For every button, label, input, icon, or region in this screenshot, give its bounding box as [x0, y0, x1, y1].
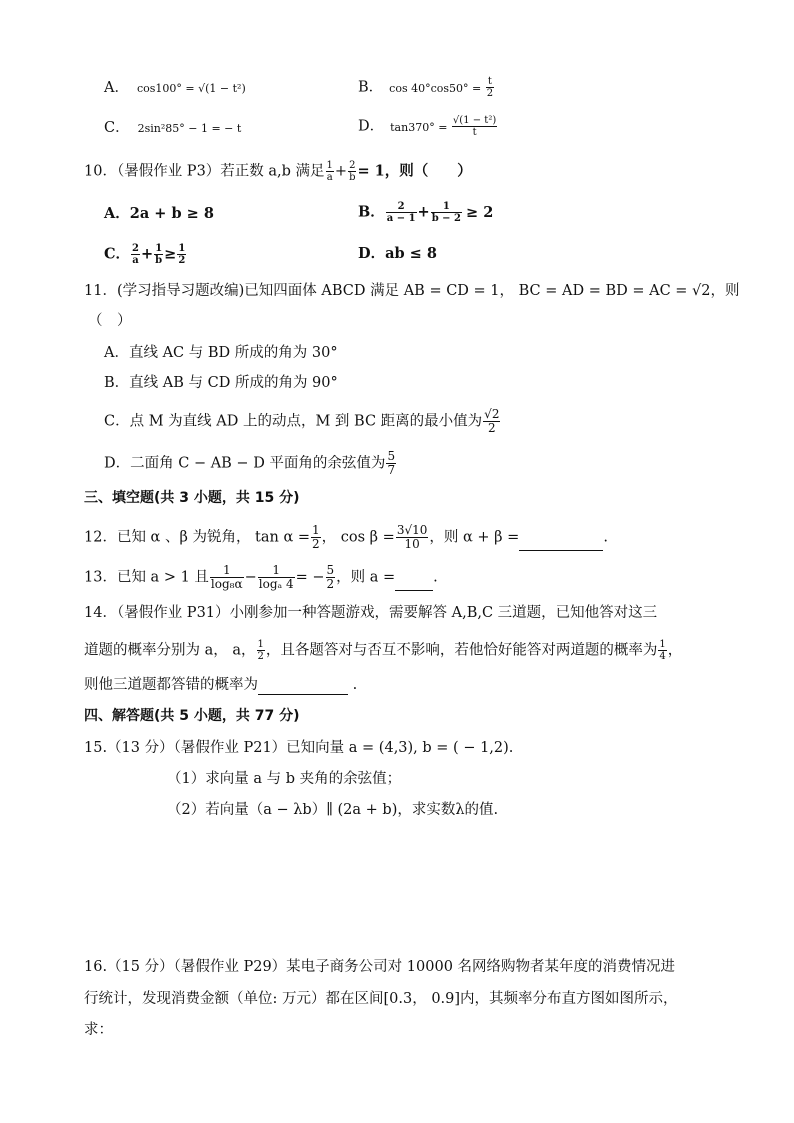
- q10-option-b: B． $\frac{2}{a - 1}$ + $\frac{1}{b - 2}$ ≥ 2: [358, 201, 494, 224]
- q16-line2: 行统计，发现消费金额（单位: 万元）都在区间[0.3， 0.9]内，其频率分布直方图如图所示，: [84, 991, 678, 1007]
- q10-stem: 10．（暑假作业 P3）若正数 a,b 满足 $\frac{1}{a}$ + $\frac{2}{b}$ = 1，则（ ）: [84, 160, 472, 183]
- q9-option-a-expr: cos100° = √(1 − t²): [136, 82, 246, 95]
- q14-line2: 道题的概率分别为 a， a， $\frac{1}{2}$ ，且各题答对与否互不影响，若他恰好能答对两道题的概率为 $\frac{1}{4}$ ，: [84, 639, 683, 662]
- q14-answer-blank: [258, 680, 348, 695]
- q13-answer-blank: [395, 576, 433, 591]
- q12-answer-blank: [519, 536, 603, 551]
- q9-option-a: A． cos100° = √(1 − t²): [104, 80, 246, 96]
- q13: 13．已知 a > 1 且 $\frac{1}{\text{log₈α}}$ − $\frac{1}{\text{logₐ 4}}$ = − $\frac{5}{2}$ ，则 a = .: [84, 563, 438, 591]
- q10-option-a: A．2a + b ≥ 8: [104, 205, 214, 222]
- section-4-heading: 四、解答题(共 5 小题，共 77 分): [84, 708, 300, 724]
- q9-d-fraction: $\frac{\text{√(1 − t²)}}{t}$: [452, 115, 497, 138]
- section-3-heading: 三、填空题(共 3 小题，共 15 分): [84, 490, 300, 506]
- q15-part2: （2）若向量（a − λb）∥ (2a + b)，求实数λ的值.: [167, 802, 499, 818]
- q11-option-c: C．点 M 为直线 AD 上的动点，M 到 BC 距离的最小值为 $\frac{√2}{2}$: [104, 407, 500, 435]
- q11-stem: 11．(学习指导习题改编)已知四面体 ABCD 满足 AB = CD = 1， BC = AD = BD = AC = √2，则: [84, 283, 740, 299]
- q9-option-b: B． cos 40°cos50° = $\frac{t}{2}$: [358, 76, 494, 99]
- q9-option-c: C． 2sin²85° − 1 = − t: [104, 120, 242, 136]
- q15-part1: （1）求向量 a 与 b 夹角的余弦值；: [167, 771, 402, 787]
- q16-line3: 求：: [84, 1022, 113, 1038]
- q11-paren: （ ）: [88, 313, 132, 329]
- q12: 12．已知 α 、β 为锐角， tan α = $\frac{1}{2}$ ， cos β = $\frac{3√10}{10}$ ，则 α + β = .: [84, 523, 608, 551]
- q11-option-d: D．二面角 C − AB − D 平面角的余弦值为 $\frac{5}{7}$: [104, 449, 396, 477]
- q9-option-d: D． tan370° = $\frac{\text{√(1 − t²)}}{t}$: [358, 115, 497, 138]
- q11-option-a: A．直线 AC 与 BD 所成的角为 30°: [104, 345, 338, 361]
- q9-b-fraction: $\frac{t}{2}$: [486, 76, 494, 99]
- q14-line3: 则他三道题都答错的概率为 .: [84, 677, 358, 693]
- q14-line1: 14．（暑假作业 P31）小刚参加一种答题游戏，需要解答 A,B,C 三道题，已知他答对这三: [84, 605, 658, 621]
- q11-option-b: B．直线 AB 与 CD 所成的角为 90°: [104, 375, 338, 391]
- q15-stem: 15.（13 分）（暑假作业 P21）已知向量 a = (4,3), b = ( − 1,2).: [84, 740, 514, 756]
- q16-line1: 16.（15 分）（暑假作业 P29）某电子商务公司对 10000 名网络购物者某年度的消费情况进: [84, 959, 676, 975]
- q10-option-d: D．ab ≤ 8: [358, 245, 437, 262]
- q10-option-c: C． $\frac{2}{a}$ + $\frac{1}{b}$ ≥ $\frac{1}{2}$: [104, 243, 186, 266]
